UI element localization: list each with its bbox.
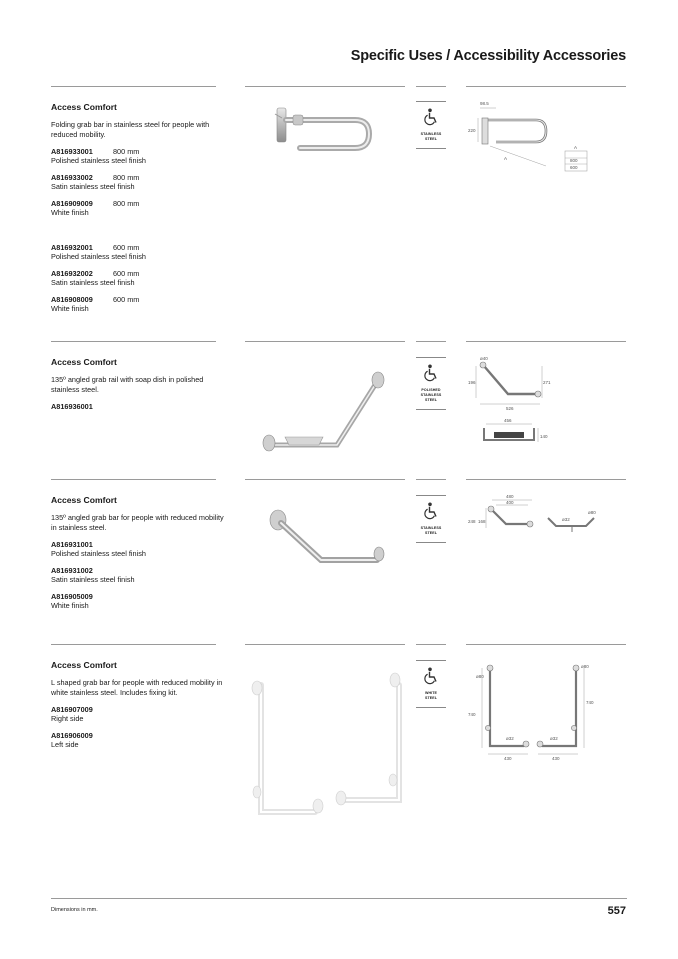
page-title: Specific Uses / Accessibility Accessories: [350, 48, 626, 64]
product-finish: White finish: [51, 208, 89, 218]
product-info: [51, 357, 226, 418]
product-info: [51, 660, 226, 757]
svg-text:400: 400: [506, 500, 514, 505]
svg-text:98.5: 98.5: [480, 101, 489, 106]
section-divider: [51, 86, 216, 87]
product-variant: [51, 705, 226, 724]
product-finish: Polished stainless steel finish: [51, 252, 146, 262]
product-photo: [245, 96, 405, 191]
svg-text:ø32: ø32: [550, 736, 558, 741]
product-size: 800 mm: [113, 172, 140, 182]
product-variant: [51, 566, 226, 585]
material-label: STAINLESS STEEL: [420, 132, 442, 141]
section-divider: [245, 86, 405, 87]
product-size: 800 mm: [113, 198, 140, 208]
material-label: POLISHED STAINLESS STEEL: [420, 388, 442, 402]
product-title: Access Comfort: [51, 495, 117, 505]
wheelchair-icon: [423, 667, 439, 685]
product-variant: [51, 592, 226, 611]
product-size: 800 mm: [113, 146, 140, 156]
section-divider: [466, 644, 626, 645]
svg-text:140: 140: [540, 434, 548, 439]
section-divider: [51, 479, 216, 480]
section-divider: [245, 644, 405, 645]
svg-text:ø80: ø80: [581, 664, 589, 669]
section-divider: [416, 341, 446, 342]
product-title: Access Comfort: [51, 357, 117, 367]
product-description: 135º angled grab bar for people with reduced mobility in stainless steel.: [51, 513, 224, 532]
product-code: A816932002: [51, 268, 93, 278]
product-description: 135º angled grab rail with soap dish in polished stainless steel.: [51, 375, 204, 394]
section-divider: [51, 341, 216, 342]
svg-text:A: A: [574, 145, 578, 150]
svg-text:ø32: ø32: [562, 517, 570, 522]
product-finish: White finish: [51, 304, 89, 314]
product-code: A816933002: [51, 172, 93, 182]
svg-text:600: 600: [570, 165, 578, 170]
footer-divider: [51, 898, 627, 899]
wheelchair-icon: [423, 502, 439, 520]
svg-text:248: 248: [468, 519, 476, 524]
spec-icon-column: [416, 357, 446, 410]
product-variant: [51, 269, 226, 288]
technical-drawing: [466, 490, 626, 550]
product-code: A816906009: [51, 730, 93, 740]
svg-text:ø32: ø32: [506, 736, 514, 741]
product-photo: [245, 660, 405, 835]
technical-drawing: [466, 96, 626, 181]
section-divider: [466, 86, 626, 87]
product-variant: [51, 731, 226, 750]
section-divider: [245, 479, 405, 480]
product-finish: Polished stainless steel finish: [51, 156, 146, 166]
product-code: A816931001: [51, 539, 93, 549]
product-finish: Satin stainless steel finish: [51, 575, 135, 585]
svg-text:430: 430: [552, 756, 560, 761]
material-label: STAINLESS STEEL: [420, 526, 442, 535]
product-code: A816932001: [51, 242, 93, 252]
product-description: L shaped grab bar for people with reduced mobility in white stainless steel. Includes fixing kit.: [51, 678, 223, 697]
svg-text:271: 271: [543, 380, 551, 385]
product-code: A816936001: [51, 401, 93, 411]
svg-text:456: 456: [504, 418, 512, 423]
section-divider: [416, 479, 446, 480]
technical-drawing: [466, 352, 626, 448]
product-code: A816905009: [51, 591, 93, 601]
wheelchair-icon: [423, 108, 439, 126]
product-title: Access Comfort: [51, 660, 117, 670]
product-title: Access Comfort: [51, 102, 117, 112]
section-divider: [466, 479, 626, 480]
svg-text:A: A: [504, 156, 508, 161]
product-code: A816933001: [51, 146, 93, 156]
product-info: [51, 495, 226, 618]
spec-icon-column: [416, 495, 446, 543]
svg-text:800: 800: [570, 158, 578, 163]
svg-text:ø80: ø80: [476, 674, 484, 679]
wheelchair-icon: [423, 364, 439, 382]
svg-text:ø80: ø80: [588, 510, 596, 515]
section-divider: [466, 341, 626, 342]
spec-icon-column: [416, 660, 446, 708]
product-finish: Left side: [51, 740, 79, 750]
svg-text:196: 196: [468, 380, 476, 385]
product-photo: [245, 492, 405, 587]
product-size: 600 mm: [113, 242, 140, 252]
product-variant: [51, 173, 226, 192]
product-variant: [51, 540, 226, 559]
svg-text:480: 480: [506, 494, 514, 499]
svg-text:ø40: ø40: [480, 356, 488, 361]
product-finish: Satin stainless steel finish: [51, 278, 135, 288]
product-variant: [51, 147, 226, 166]
svg-text:740: 740: [586, 700, 594, 705]
product-code: A816907009: [51, 704, 93, 714]
product-variant: [51, 199, 226, 218]
product-variant: [51, 402, 226, 411]
section-divider: [51, 644, 216, 645]
footer-note: Dimensions in mm.: [51, 907, 98, 913]
product-code: A816909009: [51, 198, 93, 208]
product-info: [51, 102, 226, 321]
product-variant: [51, 295, 226, 314]
product-variant: [51, 243, 226, 262]
product-size: 600 mm: [113, 294, 140, 304]
product-code: A816931002: [51, 565, 93, 575]
svg-text:430: 430: [504, 756, 512, 761]
product-size: 600 mm: [113, 268, 140, 278]
product-finish: Right side: [51, 714, 84, 724]
section-divider: [245, 341, 405, 342]
svg-text:168: 168: [478, 519, 486, 524]
spec-icon-column: [416, 101, 446, 149]
svg-text:526: 526: [506, 406, 514, 411]
product-description: Folding grab bar in stainless steel for people with reduced mobility.: [51, 120, 210, 139]
product-finish: Satin stainless steel finish: [51, 182, 135, 192]
product-finish: Polished stainless steel finish: [51, 549, 146, 559]
svg-text:740: 740: [468, 712, 476, 717]
svg-text:220: 220: [468, 128, 476, 133]
material-label: WHITE STEEL: [424, 691, 438, 700]
product-finish: White finish: [51, 601, 89, 611]
product-photo: [245, 355, 405, 460]
product-code: A816908009: [51, 294, 93, 304]
page-number: 557: [607, 905, 626, 917]
technical-drawing: [466, 656, 626, 768]
section-divider: [416, 644, 446, 645]
section-divider: [416, 86, 446, 87]
